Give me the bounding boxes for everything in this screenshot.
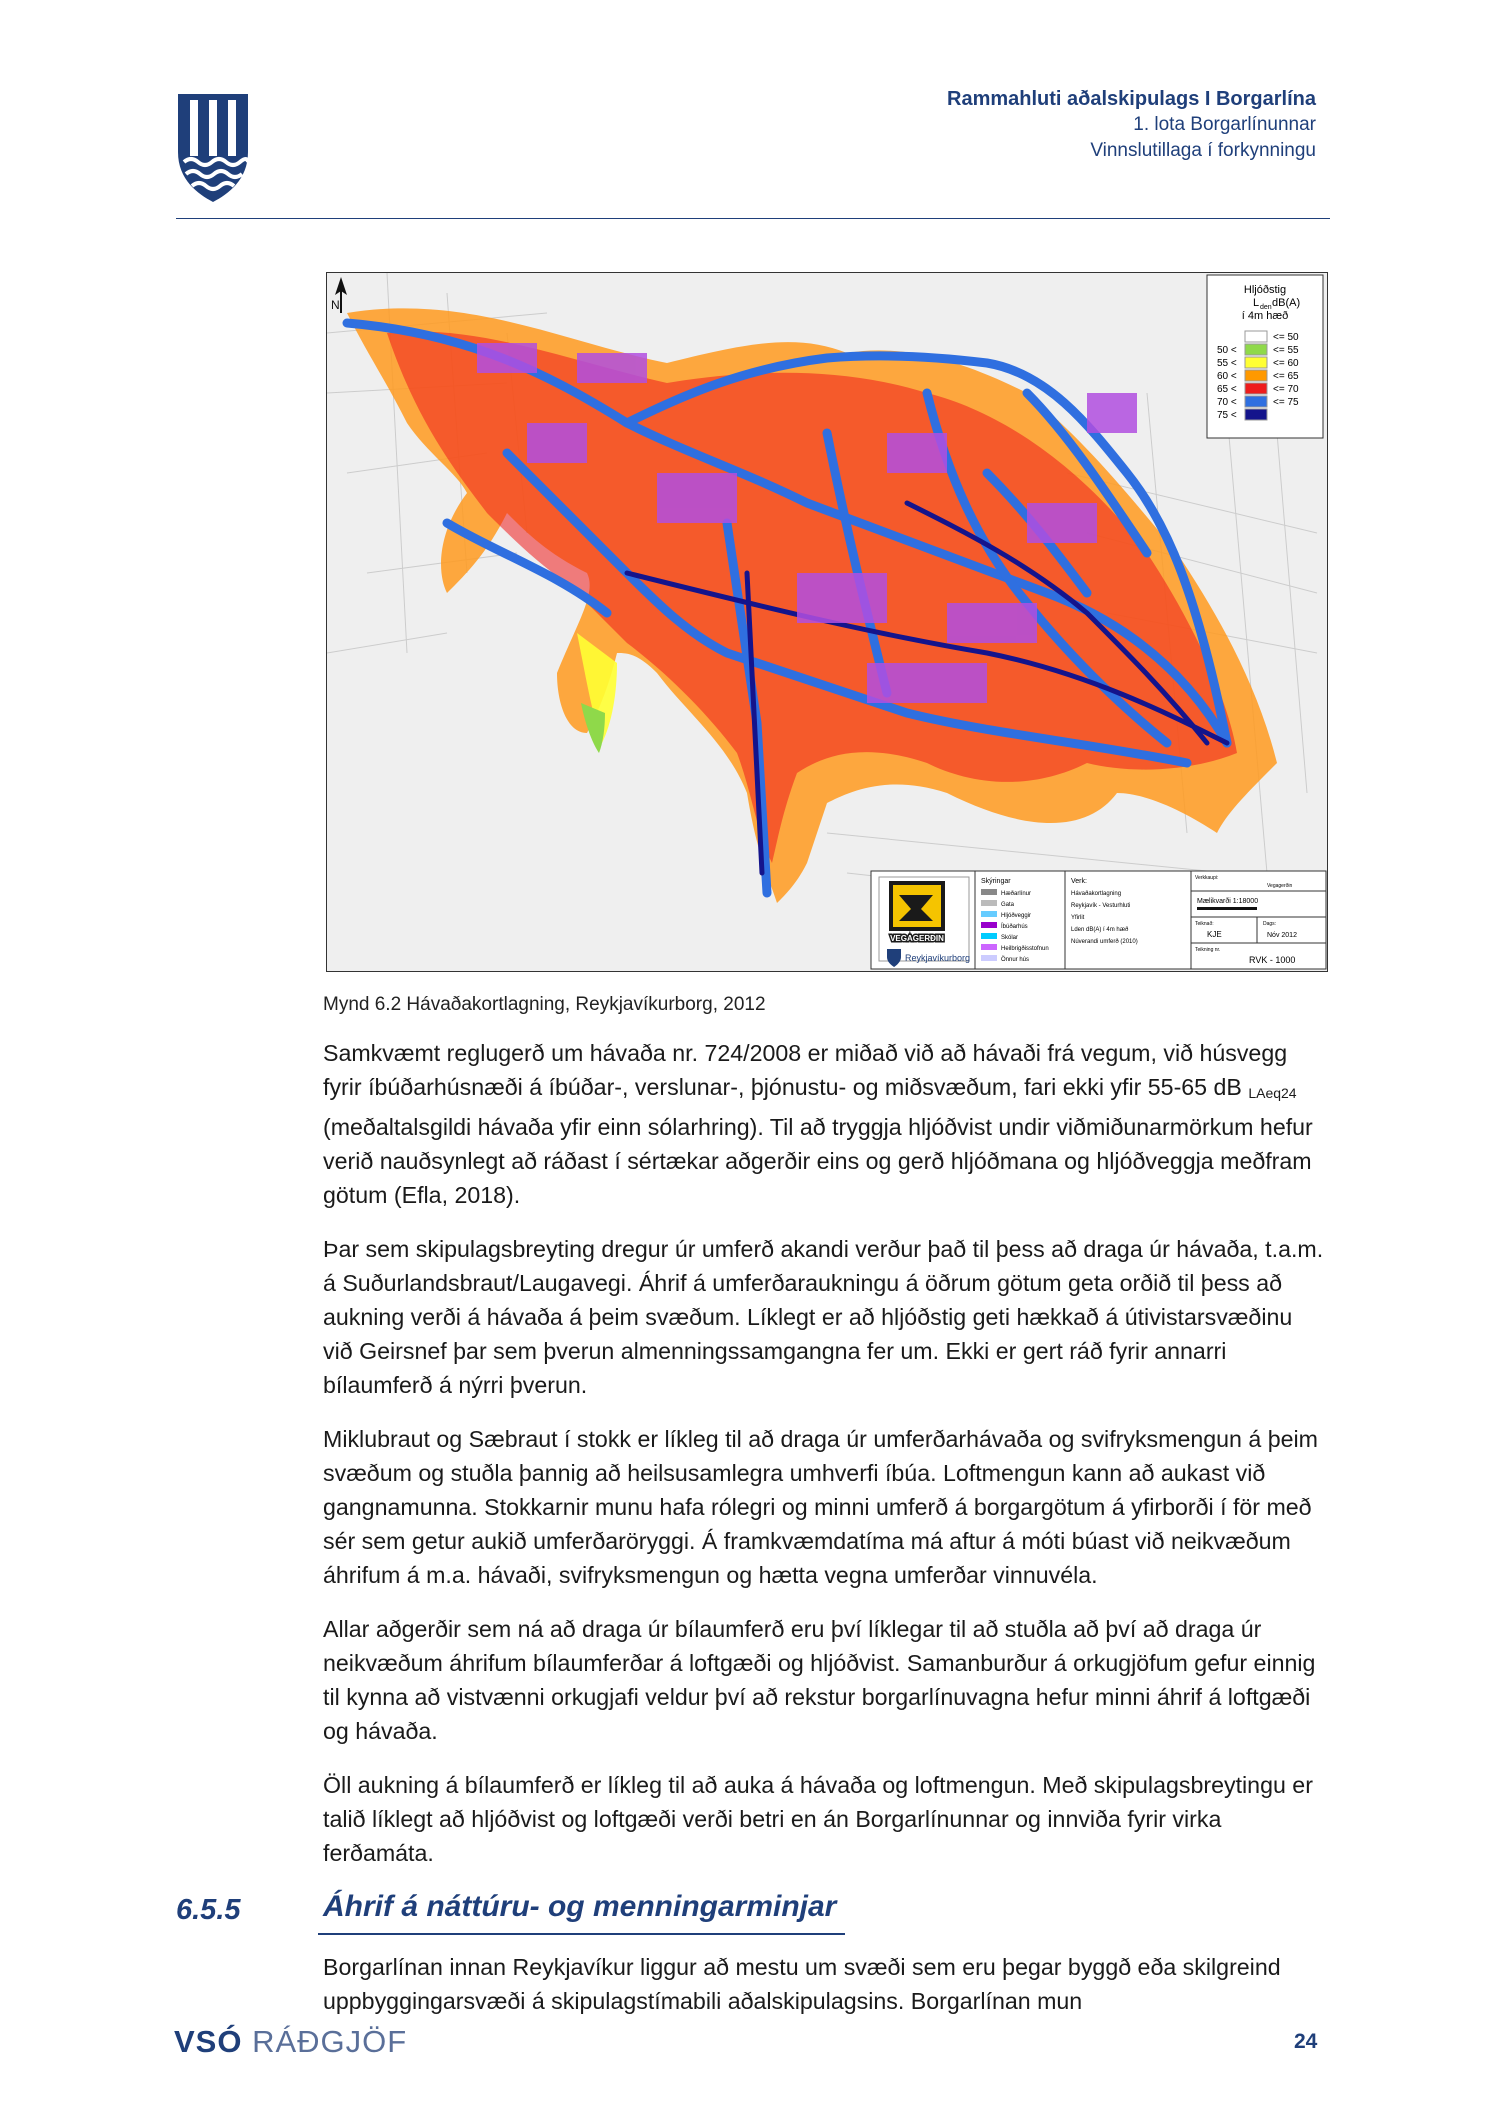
paragraph-5: Öll aukning á bílaumferð er líkleg til að auka á hávaða og loftmengun. Með skipulagsbreytingu er talið líklegt að hljóðvist og loftgæði verði betri en án Borgarlínunnar og innviða fyrir virka ferðamáta. — [323, 1772, 1313, 1866]
titleblock-verk-line: Núverandi umferð (2010) — [1071, 939, 1138, 945]
titleblock-key-label: Gata — [1001, 902, 1015, 908]
titleblock-key-swatch — [981, 922, 997, 928]
noise-map — [327, 273, 1327, 971]
legend-swatch — [1245, 396, 1267, 407]
titleblock-key-swatch — [981, 933, 997, 939]
noise-map-figure — [326, 272, 1328, 972]
titleblock-logo-text: VEGAGERÐIN — [890, 934, 944, 943]
figure-caption: Mynd 6.2 Hávaðakortlagning, Reykjavíkurborg, 2012 — [323, 994, 766, 1015]
titleblock-teikning-val: RVK - 1000 — [1249, 955, 1296, 965]
coat-of-arms-logo — [176, 92, 250, 204]
legend-swatch — [1245, 409, 1267, 420]
titleblock-key-swatch — [981, 955, 997, 961]
header-divider — [176, 218, 1330, 219]
titleblock-teiknad-val: KJE — [1207, 930, 1222, 939]
legend-swatch — [1245, 383, 1267, 394]
titleblock-verk-label: Verk: — [1071, 878, 1087, 885]
north-label: N — [331, 298, 340, 312]
vso-radgjof-logo: VSÓ RÁÐGJÖF — [174, 2024, 408, 2059]
legend-row-low: 60 < — [1217, 371, 1237, 382]
legend-row-low: 50 < — [1217, 345, 1237, 356]
header-block — [947, 86, 1316, 164]
paragraph-1: Samkvæmt reglugerð um hávaða nr. 724/2008 er miðað við að hávaði frá vegum, við húsvegg fyrir íbúðarhúsnæði á íbúðar-, verslunar-, þjónustu- og miðsvæðum, fari ekki yfir 55-65 dB $_{LAeq24}$ (meðaltalsgildi hávaða yfir einn sólarhring). Til að tryggja hljóðvist undir viðmiðunarmörkum hefur verið nauðsynlegt að ráðast í sértækar aðgerðir eins og gerð hljóðmana og hljóðveggja meðfram götum (Efla, 2018). — [323, 1040, 1313, 1208]
titleblock-key-label: Íbúðarhús — [1001, 924, 1028, 930]
titleblock-key-label: Hæðarlínur — [1001, 891, 1032, 897]
document-title: Rammahluti aðalskipulags I Borgarlína — [947, 88, 1316, 110]
titleblock-key-label: Hljóðveggir — [1001, 913, 1032, 919]
legend-title-2: L — [1253, 297, 1260, 309]
legend-row-low: 65 < — [1217, 384, 1237, 395]
legend-row-high: <= 75 — [1273, 397, 1299, 408]
titleblock-dags-val: Nóv 2012 — [1267, 932, 1297, 939]
legend-row-high: <= 60 — [1273, 358, 1299, 369]
titleblock-verk-line: Yfirlit — [1071, 915, 1085, 921]
legend-title-sub: den — [1260, 304, 1272, 311]
section-title-underline — [318, 1933, 845, 1935]
titleblock-key-swatch — [981, 911, 997, 917]
titleblock-verk-line: Reykjavík - Vesturhluti — [1071, 903, 1131, 909]
titleblock-key-label: Önnur hús — [1001, 957, 1030, 963]
legend-swatch — [1245, 331, 1267, 342]
titleblock-teikning: Teikning nr. — [1195, 947, 1221, 953]
legend-title-3: í 4m hæð — [1241, 310, 1289, 322]
legend-row-low: 55 < — [1217, 358, 1237, 369]
legend-row-low: 70 < — [1217, 397, 1237, 408]
titleblock-teiknad: Teiknað: — [1195, 921, 1214, 927]
paragraph-2: Þar sem skipulagsbreyting dregur úr umferð akandi verður það til þess að draga úr hávaða, t.a.m. á Suðurlandsbraut/Laugavegi. Áhrif á umferðaraukningu á öðrum götum geta orðið til þess að aukning verði á hávaða á þeim svæðum. Líklegt er að hljóðstig geti hækkað á útivistarsvæðinu við Geirsnef þar sem þverun almenningssamgangna fer um. Ekki er gert ráð fyrir annarri bílaumferð á nýrri þverun. — [323, 1236, 1324, 1398]
titleblock-key-label: Heilbrigðisstofnun — [1001, 946, 1049, 952]
section-number: 6.5.5 — [176, 1894, 241, 1926]
legend-swatch — [1245, 357, 1267, 368]
map-titleblock — [871, 871, 1326, 969]
titleblock-verk-line: Hávaðakortlagning — [1071, 891, 1122, 897]
legend-row-high: <= 65 — [1273, 371, 1299, 382]
titleblock-key-swatch — [981, 944, 997, 950]
titleblock-dags: Dags: — [1263, 921, 1277, 927]
titleblock-key-swatch — [981, 900, 997, 906]
legend-swatch — [1245, 344, 1267, 355]
titleblock-verk-line: Lden dB(A) í 4m hæð — [1071, 927, 1129, 933]
noise-legend — [1207, 275, 1323, 438]
paragraph-3: Miklubraut og Sæbraut í stokk er líkleg til að draga úr umferðarhávaða og svifryksmengun á þeim svæðum og stuðla þannig að heilsusamlegra umhverfi íbúa. Loftmengun kann að aukast við gangnamunna. Stokkarnir munu hafa rólegri og minni umferð á borgargötum á yfirborði í för með sér sem getur aukið umferðaröryggi. Á framkvæmdatíma má aftur á móti búast við neikvæðum áhrifum á m.a. hávaði, svifryksmengun og hætta vegna umferðar vinnuvéla. — [323, 1426, 1318, 1588]
legend-row-high: <= 50 — [1273, 332, 1299, 343]
titleblock-key-swatch — [981, 889, 997, 895]
section-paragraph-1: Borgarlínan innan Reykjavíkur liggur að mestu um svæði sem eru þegar byggð eða skilgreind uppbyggingarsvæði á skipulagstímabili aðalskipulagsins. Borgarlínan mun — [323, 1954, 1281, 2014]
legend-swatch — [1245, 370, 1267, 381]
titleblock-key-label: Skólar — [1001, 935, 1019, 941]
document-status: Vinnslutillaga í forkynningu — [1090, 140, 1316, 161]
section-title: Áhrif á náttúru- og menningarminjar — [323, 1890, 837, 1923]
titleblock-skyringar: Skýringar — [981, 878, 1011, 885]
legend-title-1: Hljóðstig — [1243, 284, 1287, 296]
titleblock-vegagerdin: Vegagerðin — [1267, 883, 1293, 889]
page-number: 24 — [1294, 2030, 1318, 2053]
paragraph-4: Allar aðgerðir sem ná að draga úr bílaumferð eru því líklegar til að stuðla að því að draga úr neikvæðum áhrifum bílaumferðar á loftgæði og hljóðvist. Samanburður á orkugjöfum gefur einnig til kynna að vistvænni orkugjafi veldur því að rekstur borgarlínuvagna hefur minni áhrif á loftgæði og hávaða. — [323, 1616, 1316, 1744]
legend-row-high: <= 70 — [1273, 384, 1299, 395]
titleblock-scale: Mælikvarði 1:18000 — [1197, 898, 1259, 905]
legend-row-high: <= 55 — [1273, 345, 1299, 356]
document-subtitle: 1. lota Borgarlínunnar — [1133, 114, 1316, 135]
titleblock-city: Reykjavíkurborg — [905, 953, 971, 963]
body-paragraphs — [323, 1036, 1328, 1890]
section-paragraph — [323, 1950, 1328, 2038]
legend-title-2b: dB(A) — [1272, 297, 1301, 309]
legend-row-low: 75 < — [1217, 410, 1237, 421]
titleblock-verkkaupi: Verkkaupi: — [1195, 875, 1219, 881]
